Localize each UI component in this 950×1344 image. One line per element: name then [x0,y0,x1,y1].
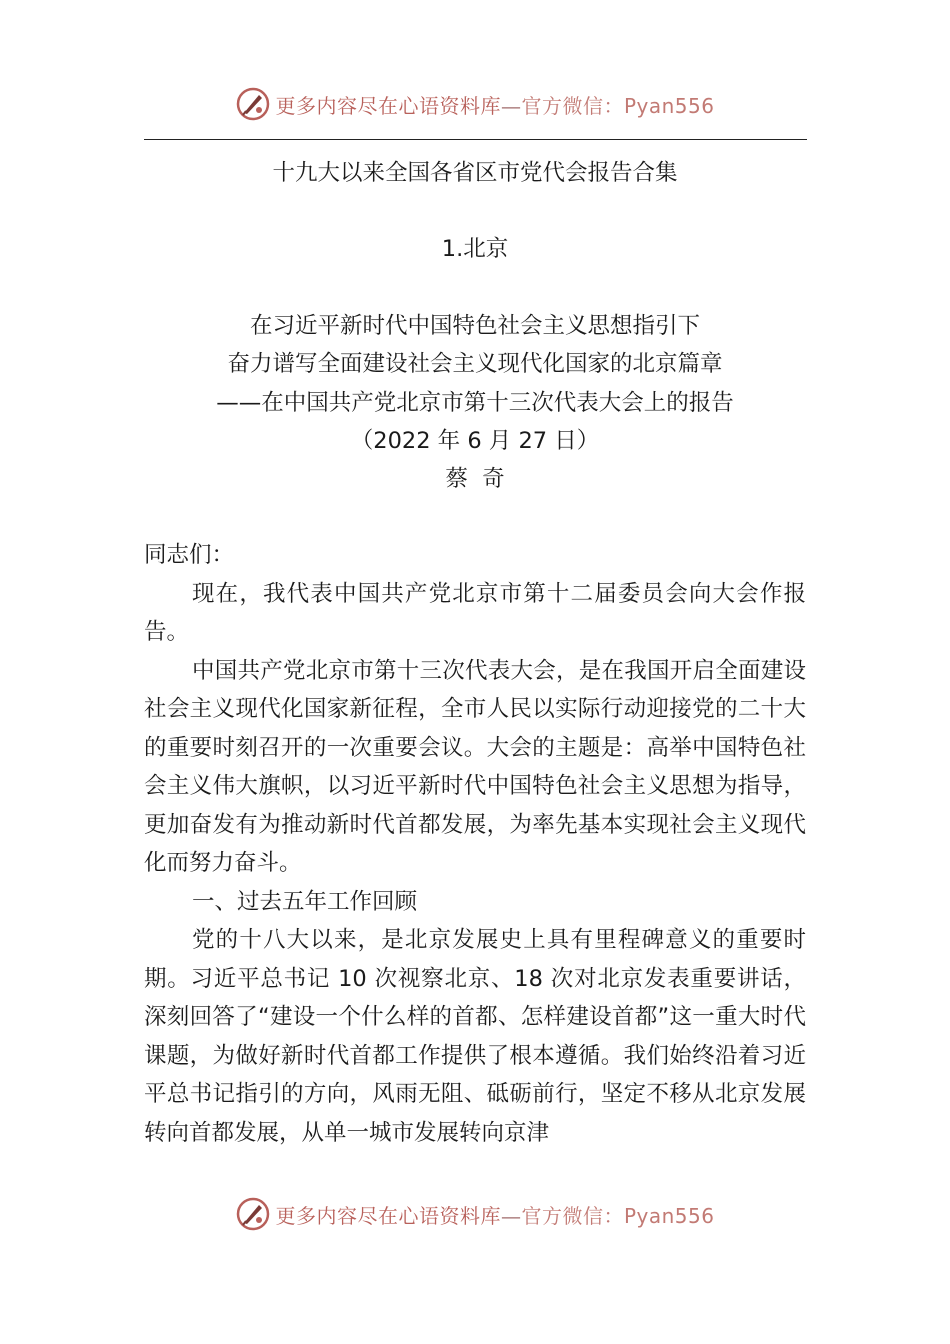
banner-separator: — [500,93,522,118]
paragraph: 现在，我代表中国共产党北京市第十二届委员会向大会作报告。 [144,580,806,645]
quill-logo-icon [235,1196,271,1232]
section-title: 1.北京 [441,236,509,262]
section-heading: 一、过去五年工作回顾 [192,888,418,915]
report-title-line-1: 在习近平新时代中国特色社会主义思想指引下 [249,313,700,339]
banner-text [275,90,714,119]
report-subtitle: ——在中国共产党北京市第十三次代表大会上的报告 [216,390,734,416]
paragraph: 党的十八大以来，是北京发展史上具有里程碑意义的重要时期。习近平总书记 10 次视察北京、18 次对北京发表重要讲话，深刻回答了“建设一个什么样的首都、怎样建设首都”这一重大时代课题，为做好新时代首都工作提供了根本遵循。我们始终沿着习近平总书记指引的方向，风雨无阻、砥砺前行，坚定不移从北京发展转向首都发展，从单一城市发展转向京津 [144,927,806,1146]
banner-separator: — [500,1203,522,1228]
report-date: （2022 年 6 月 27 日） [350,428,600,454]
banner-site-name: 更多内容尽在心语资料库 [275,93,501,118]
banner-site-name: 更多内容尽在心语资料库 [275,1203,501,1228]
banner-wechat: 官方微信：Pyan556 [521,93,715,118]
footer-banner [0,1194,950,1234]
report-title-line-2: 奋力谱写全面建设社会主义现代化国家的北京篇章 [227,351,723,377]
body-text [144,536,806,1152]
collection-title: 十九大以来全国各省区市党代会报告合集 [272,160,678,186]
header-rule [144,139,807,140]
header-banner [0,84,950,124]
quill-logo-icon [235,86,271,122]
report-author: 蔡 奇 [445,466,505,492]
banner-wechat: 官方微信：Pyan556 [521,1203,715,1228]
salutation: 同志们： [144,542,235,568]
banner-text [275,1200,714,1229]
paragraph: 中国共产党北京市第十三次代表大会，是在我国开启全面建设社会主义现代化国家新征程，全市人民以实际行动迎接党的二十大的重要时刻召开的一次重要会议。大会的主题是：高举中国特色社会主义伟大旗帜，以习近平新时代中国特色社会主义思想为指导，更加奋发有为推动新时代首都发展，为率先基本实现社会主义现代化而努力奋斗。 [144,657,806,876]
